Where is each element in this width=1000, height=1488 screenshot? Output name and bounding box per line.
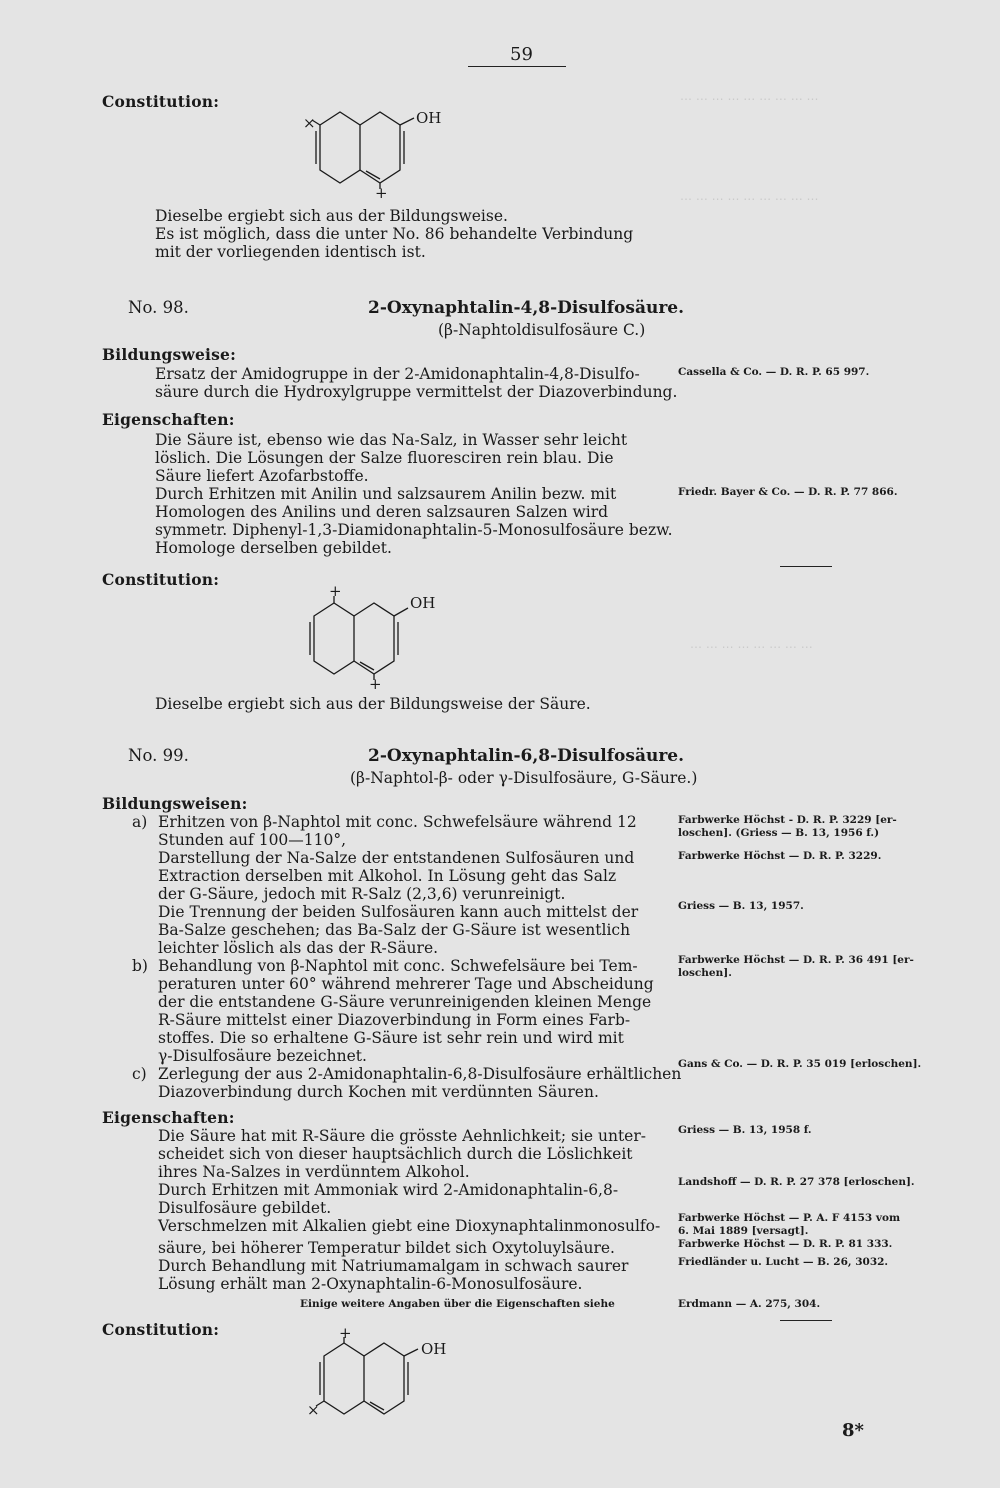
eigenschaft-line: säure, bei höherer Temperatur bildet sich Oxytoluylsäure. bbox=[158, 1239, 615, 1257]
bildung-b-line: der die entstandene G-Säure verunreinigenden kleinen Menge bbox=[158, 993, 652, 1011]
bildung-c-line: Diazoverbindung durch Kochen mit verdünnten Säuren. bbox=[158, 1083, 599, 1101]
bildung-b-line: γ-Disulfosäure bezeichnet. bbox=[158, 1047, 367, 1065]
bildung-b-line: Behandlung von β-Naphtol mit conc. Schwefelsäure bei Tem- bbox=[158, 957, 638, 975]
bildung-a-line: Erhitzen von β-Naphtol mit conc. Schwefelsäure während 12 bbox=[158, 813, 637, 831]
bildung-b-line: R-Säure mittelst einer Diazoverbindung in Form eines Farb- bbox=[158, 1011, 631, 1029]
top-text-line: Es ist möglich, dass die unter No. 86 behandelte Verbindung bbox=[155, 225, 634, 243]
bildung-b-line: peraturen unter 60° während mehrerer Tage und Abscheidung bbox=[158, 975, 654, 993]
constitution-note-98: Dieselbe ergiebt sich aus der Bildungsweise der Säure. bbox=[155, 695, 591, 713]
bildung-a-line: Stunden auf 100—110°, bbox=[158, 831, 347, 849]
constitution-label-2: Constitution: bbox=[102, 570, 220, 589]
eigenschaft-line: Die Säure hat mit R-Säure die grösste Aehnlichkeit; sie unter- bbox=[158, 1127, 647, 1145]
eigenschaft-line: Disulfosäure gebildet. bbox=[158, 1199, 332, 1217]
side-note: Farbwerke Höchst — D. R. P. 81 333. bbox=[678, 1238, 893, 1250]
signature-mark: 8* bbox=[842, 1420, 864, 1441]
page-number: 59 bbox=[510, 44, 533, 65]
side-note: 6. Mai 1889 [versagt]. bbox=[678, 1225, 809, 1237]
bildung-c-line: Zerlegung der aus 2-Amidonaphtalin-6,8-Disulfosäure erhältlichen bbox=[158, 1065, 682, 1083]
entry-synonym-98: (β-Naphtoldisulfosäure C.) bbox=[438, 321, 646, 339]
oh-label: OH bbox=[416, 109, 442, 127]
eigenschaft-line: scheidet sich von dieser hauptsächlich durch die Löslichkeit bbox=[158, 1145, 633, 1163]
side-note: loschen]. bbox=[678, 967, 732, 979]
list-marker-b: b) bbox=[132, 957, 148, 975]
ring-right bbox=[364, 1343, 404, 1414]
top-text-line: mit der vorliegenden identisch ist. bbox=[155, 243, 426, 261]
eigenschaft-line: Durch Erhitzen mit Anilin und salzsaurem Anilin bezw. mit bbox=[155, 485, 617, 503]
side-note: Farbwerke Höchst — D. R. P. 3229. bbox=[678, 850, 882, 862]
bildung-a-line: Extraction derselben mit Alkohol. In Lösung geht das Salz bbox=[158, 867, 617, 885]
side-note: loschen]. (Griess — B. 13, 1956 f.) bbox=[678, 827, 880, 839]
bildung-a-line: Die Trennung der beiden Sulfosäuren kann auch mittelst der bbox=[158, 903, 639, 921]
constitution-label-3: Constitution: bbox=[102, 1320, 220, 1339]
bildung-a-line: Ba-Salze geschehen; das Ba-Salz der G-Säure ist wesentlich bbox=[158, 921, 631, 939]
list-marker-c: c) bbox=[132, 1065, 147, 1083]
eigenschaft-line: ihres Na-Salzes in verdünntem Alkohol. bbox=[158, 1163, 470, 1181]
bildung-a-line: leichter löslich als das der R-Säure. bbox=[158, 939, 439, 957]
ring-left bbox=[320, 112, 360, 183]
eigenschaft-line: Die Säure ist, ebenso wie das Na-Salz, in Wasser sehr leicht bbox=[155, 431, 628, 449]
ring-left bbox=[314, 603, 354, 674]
eigenschaft-line: Durch Behandlung mit Natriumamalgam in schwach saurer bbox=[158, 1257, 629, 1275]
show-through-text: ⋯ ⋯ ⋯ ⋯ ⋯ ⋯ ⋯ ⋯ ⋯ bbox=[680, 192, 819, 206]
eigenschaft-line: Säure liefert Azofarbstoffe. bbox=[155, 467, 369, 485]
eigenschaften-label: Eigenschaften: bbox=[102, 1108, 235, 1127]
header-rule bbox=[468, 66, 566, 67]
bildung-b-line: stoffes. Die so erhaltene G-Säure ist sehr rein und wird mit bbox=[158, 1029, 624, 1047]
plus-mark: + bbox=[329, 582, 342, 600]
eigenschaft-line: Homologe derselben gebildet. bbox=[155, 539, 392, 557]
structure-diagram-3 bbox=[300, 1324, 470, 1430]
structure-diagram-2 bbox=[300, 580, 460, 693]
side-rule bbox=[780, 566, 832, 567]
bildung-line: Ersatz der Amidogruppe in der 2-Amidonaphtalin-4,8-Disulfo- bbox=[155, 365, 640, 383]
side-rule bbox=[780, 1320, 832, 1321]
oh-bond bbox=[400, 118, 414, 125]
eigenschaft-line: Durch Erhitzen mit Ammoniak wird 2-Amidonaphtalin-6,8- bbox=[158, 1181, 619, 1199]
side-note: Griess — B. 13, 1958 f. bbox=[678, 1124, 812, 1136]
oh-label: OH bbox=[421, 1340, 447, 1358]
side-note: Friedr. Bayer & Co. — D. R. P. 77 866. bbox=[678, 486, 898, 498]
ring-left bbox=[324, 1343, 364, 1414]
final-note: Einige weitere Angaben über die Eigenschaften siehe bbox=[300, 1298, 615, 1310]
bildung-a-line: der G-Säure, jedoch mit R-Salz (2,3,6) verunreinigt. bbox=[158, 885, 566, 903]
eigenschaft-line: Lösung erhält man 2-Oxynaphtalin-6-Monosulfosäure. bbox=[158, 1275, 583, 1293]
cross-mark: × bbox=[307, 1401, 320, 1419]
ring-right bbox=[354, 603, 394, 674]
bildung-line: säure durch die Hydroxylgruppe vermittelst der Diazoverbindung. bbox=[155, 383, 678, 401]
oh-label: OH bbox=[410, 594, 436, 612]
eigenschaften-label: Eigenschaften: bbox=[102, 410, 235, 429]
side-note: Friedländer u. Lucht — B. 26, 3032. bbox=[678, 1256, 889, 1268]
side-note: Farbwerke Höchst — P. A. F 4153 vom bbox=[678, 1212, 901, 1224]
entry-number-99: No. 99. bbox=[128, 746, 189, 765]
constitution-label-1: Constitution: bbox=[102, 92, 220, 111]
show-through-text: ⋯ ⋯ ⋯ ⋯ ⋯ ⋯ ⋯ ⋯ bbox=[690, 640, 813, 654]
entry-title-99: 2-Oxynaphtalin-6,8-Disulfosäure. bbox=[368, 746, 685, 766]
oh-bond bbox=[404, 1349, 418, 1356]
side-note: Landshoff — D. R. P. 27 378 [erloschen]. bbox=[678, 1176, 915, 1188]
cross-mark: × bbox=[303, 114, 316, 132]
eigenschaft-line: löslich. Die Lösungen der Salze fluoresciren rein blau. Die bbox=[155, 449, 614, 467]
oh-bond bbox=[394, 608, 408, 616]
bildung-a-line: Darstellung der Na-Salze der entstandenen Sulfosäuren und bbox=[158, 849, 635, 867]
entry-number-98: No. 98. bbox=[128, 298, 189, 317]
list-marker-a: a) bbox=[132, 813, 148, 831]
ring-right bbox=[360, 112, 400, 183]
side-note: Farbwerke Höchst - D. R. P. 3229 [er- bbox=[678, 814, 897, 826]
side-note: Farbwerke Höchst — D. R. P. 36 491 [er- bbox=[678, 954, 914, 966]
bildungsweise-label: Bildungsweise: bbox=[102, 345, 237, 364]
plus-mark: + bbox=[369, 675, 382, 693]
eigenschaft-line: Verschmelzen mit Alkalien giebt eine Dioxynaphtalinmonosulfo- bbox=[158, 1217, 661, 1235]
entry-synonym-99: (β-Naphtol-β- oder γ-Disulfosäure, G-Säure.) bbox=[350, 769, 698, 787]
side-note: Erdmann — A. 275, 304. bbox=[678, 1298, 821, 1310]
show-through-text: ⋯ ⋯ ⋯ ⋯ ⋯ ⋯ ⋯ ⋯ ⋯ bbox=[680, 92, 819, 106]
eigenschaft-line: symmetr. Diphenyl-1,3-Diamidonaphtalin-5-Monosulfosäure bezw. bbox=[155, 521, 673, 539]
top-text-line: Dieselbe ergiebt sich aus der Bildungsweise. bbox=[155, 207, 508, 225]
plus-mark: + bbox=[339, 1324, 352, 1342]
bildungsweisen-label: Bildungsweisen: bbox=[102, 794, 248, 813]
structure-diagram-1 bbox=[300, 100, 460, 200]
plus-mark: + bbox=[375, 184, 388, 202]
entry-title-98: 2-Oxynaphtalin-4,8-Disulfosäure. bbox=[368, 298, 685, 318]
side-note: Cassella & Co. — D. R. P. 65 997. bbox=[678, 366, 870, 378]
eigenschaft-line: Homologen des Anilins und deren salzsauren Salzen wird bbox=[155, 503, 609, 521]
side-note: Griess — B. 13, 1957. bbox=[678, 900, 804, 912]
side-note: Gans & Co. — D. R. P. 35 019 [erloschen]. bbox=[678, 1058, 922, 1070]
